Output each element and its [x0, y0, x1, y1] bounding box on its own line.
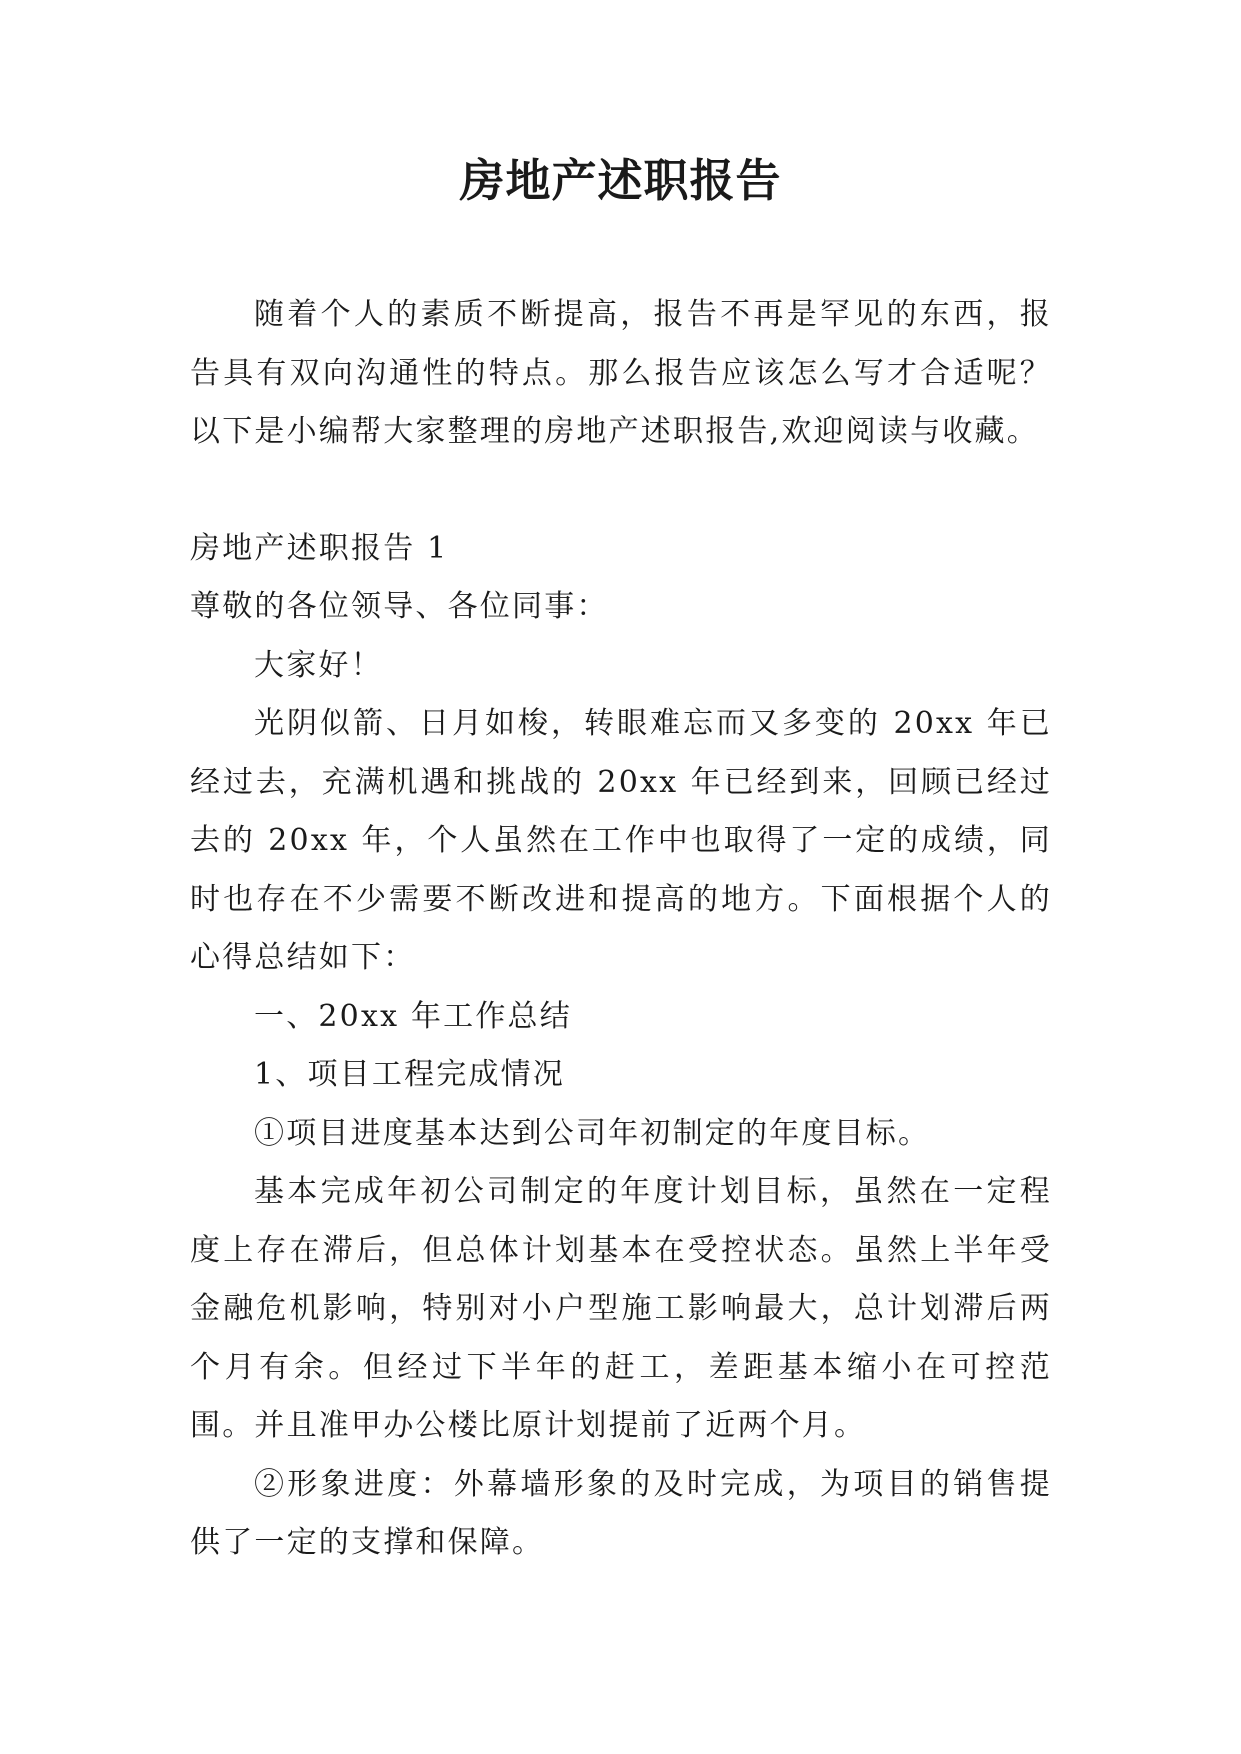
subheading-project-completion: 1、项目工程完成情况: [254, 1057, 566, 1092]
salutation: 尊敬的各位领导、各位同事：: [190, 589, 609, 624]
intro-paragraph: 随着个人的素质不断提高，报告不再是罕见的东西，报告具有双向沟通性的特点。那么报告应该怎么写才合适呢？以下是小编帮大家整理的房地产述职报告,欢迎阅读与收藏。: [190, 297, 1052, 449]
body-paragraph: 光阴似箭、日月如梭，转眼难忘而又多变的 20xx 年已经过去，充满机遇和挑战的 20xx 年已经到来，回顾已经过去的 20xx 年，个人虽然在工作中也取得了一定的成绩，同时也存在不少需要不断改进和提高的地方。下面根据个人的心得总结如下：: [190, 706, 1052, 975]
report-section: [190, 520, 1052, 1573]
section-title: 房地产述职报告 1: [190, 530, 449, 566]
document-body: [190, 286, 1052, 1573]
document-title: 房地产述职报告: [459, 154, 782, 207]
list-item-progress: ①项目进度基本达到公司年初制定的年度目标。: [254, 1115, 931, 1151]
list-item-image-progress: ②形象进度：外幕墙形象的及时完成，为项目的销售提供了一定的支撑和保障。: [190, 1466, 1052, 1560]
subheading-work-summary: 一、20xx 年工作总结: [254, 998, 572, 1034]
body-paragraph: 基本完成年初公司制定的年度计划目标，虽然在一定程度上存在滞后，但总体计划基本在受控状态。虽然上半年受金融危机影响，特别对小户型施工影响最大，总计划滞后两个月有余。但经过下半年的赶工，差距基本缩小在可控范围。并且准甲办公楼比原计划提前了近两个月。: [190, 1174, 1052, 1443]
greeting: 大家好！: [254, 647, 383, 683]
